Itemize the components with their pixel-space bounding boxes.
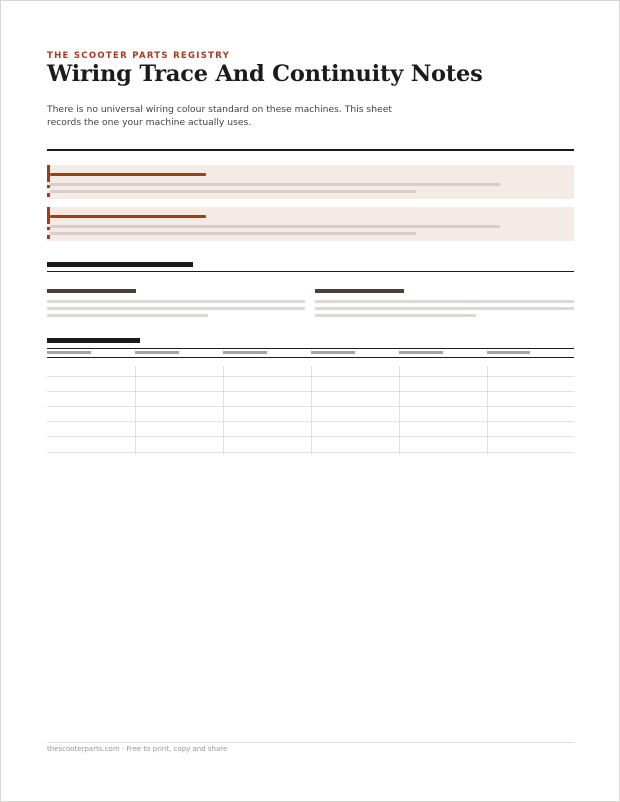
table-header-placeholder bbox=[311, 351, 355, 354]
intro-text: There is no universal wiring colour standard on these machines. This sheet records the one your machine actually uses. bbox=[47, 104, 392, 128]
table-top-rule bbox=[47, 348, 574, 349]
table-header-placeholder bbox=[487, 351, 530, 354]
table-header-placeholder bbox=[223, 351, 267, 354]
page-title: Wiring Trace And Continuity Notes bbox=[47, 61, 483, 87]
section-divider bbox=[47, 271, 574, 272]
callout-box bbox=[47, 165, 574, 199]
callout-box bbox=[47, 207, 574, 241]
column-heading-placeholder bbox=[315, 289, 404, 293]
callout-text-placeholder bbox=[50, 183, 500, 186]
column-text-placeholder bbox=[315, 307, 574, 310]
table-heading-placeholder bbox=[47, 338, 140, 343]
section-heading-placeholder bbox=[47, 262, 193, 267]
table-column-line bbox=[399, 366, 400, 455]
footer-divider bbox=[47, 742, 574, 743]
table-column-line bbox=[223, 366, 224, 455]
table-column-line bbox=[135, 366, 136, 455]
column-text-placeholder bbox=[315, 300, 574, 303]
callout-accent-mark bbox=[47, 235, 50, 239]
table-header-rule bbox=[47, 357, 574, 358]
table-header-placeholder bbox=[399, 351, 443, 354]
publisher-kicker: THE SCOOTER PARTS REGISTRY bbox=[47, 51, 231, 61]
table-header-placeholder bbox=[135, 351, 179, 354]
callout-heading-placeholder bbox=[50, 173, 206, 176]
table-column-line bbox=[311, 366, 312, 455]
callout-text-placeholder bbox=[50, 232, 416, 235]
callout-accent-mark bbox=[47, 193, 50, 197]
column-text-placeholder bbox=[47, 300, 305, 303]
footer-text: thescooterparts.com · Free to print, copy and share bbox=[47, 745, 228, 753]
table-header-placeholder bbox=[47, 351, 91, 354]
callout-text-placeholder bbox=[50, 225, 500, 228]
column-text-placeholder bbox=[47, 314, 208, 317]
header-divider bbox=[47, 149, 574, 151]
column-heading-placeholder bbox=[47, 289, 136, 293]
column-text-placeholder bbox=[315, 314, 476, 317]
callout-text-placeholder bbox=[50, 190, 416, 193]
table-column-line bbox=[487, 366, 488, 455]
column-text-placeholder bbox=[47, 307, 305, 310]
callout-heading-placeholder bbox=[50, 215, 206, 218]
